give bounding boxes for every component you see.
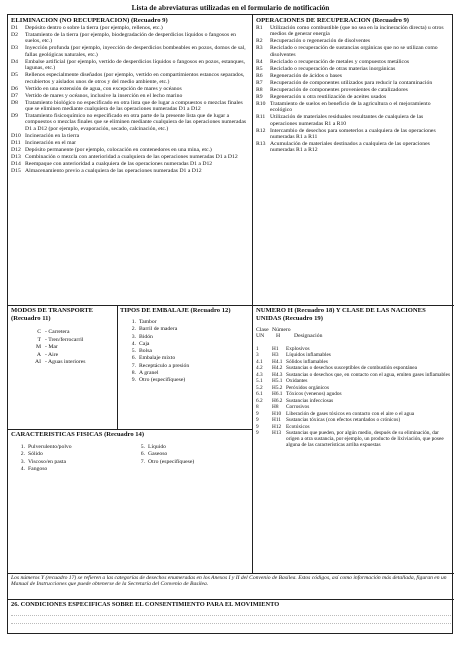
recovery-item — [256, 59, 450, 65]
recovery-item — [256, 38, 450, 44]
elimination-item-text: Incineración en el mar — [25, 139, 77, 146]
recovery-item-text: Reciclado o recuperación de otras materias inorgánicas — [270, 65, 396, 72]
elimination-item-text: Tratamiento fisicoquímico no especificado en otra parte de la presente lista que de lugar a compuestos o mezclas finales que se eliminen mediante cualquiera de las operaciones numeradas D1 a D12 (por ejemplo, evaporación, secado, calcinación, etc.) — [25, 113, 247, 132]
recovery-item-text: Utilización como combustible (que no sea en la incineración directa) u otros medios de generar energía — [270, 25, 444, 38]
transport-item-text: - Mar — [45, 344, 58, 351]
un-item — [256, 352, 450, 358]
transport-item — [11, 359, 115, 367]
un-item — [256, 378, 450, 384]
un-item — [256, 391, 450, 397]
un-item — [256, 346, 450, 352]
packaging-item — [120, 355, 250, 362]
un-item-class: 3 — [256, 352, 259, 359]
un-item — [256, 372, 450, 378]
elimination-item — [11, 86, 249, 92]
physical-item-text: Pulverulento/polvo — [28, 444, 72, 450]
un-item-h: H8 — [272, 404, 279, 411]
un-item-text: Líquidos inflamables — [286, 352, 331, 359]
recovery-item-code: R6 — [256, 72, 263, 79]
elimination-item-code: D1 — [11, 25, 18, 31]
recovery-item — [256, 73, 450, 79]
physical-item-text: Otro (especifíquese) — [148, 458, 195, 465]
un-item-text: Sustancias que pueden, por algún medio, después de su eliminación, dar origen a otra sustancia, por ejemplo, un producto de lixiviación, que posee alguna de las características arriba expuestas — [286, 430, 444, 449]
un-item-h: H4.2 — [272, 365, 283, 372]
elimination-item-text: Depósito permanente (por ejemplo, colocación en contenedores en una mina, etc.) — [25, 146, 212, 153]
recovery-item-text: Reciclado o recuperación de metales y compuestos metálicos — [270, 58, 410, 65]
recovery-item — [256, 114, 450, 127]
packaging-item-text: Caja — [139, 340, 150, 347]
elimination-header: ELIMINACION (NO RECUPERACION) (Recuadro 9) — [11, 17, 168, 24]
un-item — [256, 398, 450, 404]
elimination-item — [11, 32, 249, 45]
elimination-item — [11, 25, 249, 31]
recovery-item-code: R11 — [256, 114, 266, 121]
un-item-text: Liberación de gases tóxicos en contacto con el aire o el agua — [286, 410, 415, 417]
un-item-class: 5.2 — [256, 384, 263, 391]
physical-list-left — [11, 444, 131, 474]
footer-line-2[interactable] — [11, 623, 451, 624]
un-item-class: 9 — [256, 410, 259, 417]
un-item-h: H6.2 — [272, 397, 283, 404]
physical-item-code: 5. — [140, 444, 145, 450]
elimination-item — [11, 113, 249, 132]
elimination-item-code: D9 — [11, 113, 18, 120]
transport-item-code: C — [37, 329, 41, 335]
recovery-item — [256, 101, 450, 114]
un-sub2-label: H — [276, 333, 281, 340]
un-item-class: 6.2 — [256, 397, 263, 404]
packaging-item — [120, 341, 250, 348]
recovery-item — [256, 128, 450, 141]
elimination-item-text: Tratamiento de la tierra (por ejemplo, biodegradación de desperdicios líquidos o fangosos en suelos, etc.) — [25, 32, 236, 45]
elimination-item — [11, 133, 249, 139]
packaging-item-text: A granel — [139, 370, 159, 377]
un-item-text: Corrosivos — [286, 404, 310, 411]
recovery-item-code: R3 — [256, 45, 263, 52]
footer-section — [11, 601, 451, 633]
recovery-item-code: R7 — [256, 79, 263, 86]
packaging-item-code: 1. — [131, 319, 136, 325]
recovery-item — [256, 66, 450, 72]
packaging-item-code: 3. — [131, 333, 136, 340]
mid-divider-left — [117, 305, 118, 429]
elimination-item-text: Incineración en la tierra — [25, 132, 80, 139]
physical-list-right — [131, 444, 249, 474]
transport-section — [11, 307, 115, 427]
packaging-item-code: 9. — [131, 377, 136, 384]
elimination-item — [11, 147, 249, 153]
un-item-h: H10 — [272, 410, 282, 417]
packaging-item — [120, 377, 250, 384]
physical-item — [11, 444, 131, 451]
physical-item-text: Sólido — [28, 451, 43, 458]
recovery-section — [256, 17, 450, 303]
note-rule — [8, 573, 454, 574]
physical-item-text: Viscoso/en pasta — [28, 458, 67, 465]
transport-item — [11, 329, 115, 337]
un-col1-label: Clase — [256, 327, 269, 333]
physical-item-code: 6. — [140, 451, 145, 458]
elimination-item-code: D13 — [11, 153, 21, 160]
packaging-item-code: 6. — [131, 355, 136, 362]
packaging-list — [120, 319, 250, 385]
un-item — [256, 359, 450, 365]
physical-item — [11, 459, 131, 466]
packaging-item-text: Tambor — [139, 319, 157, 325]
packaging-header: TIPOS DE EMBALAJE (Recuadro 12) — [120, 307, 231, 314]
un-item-text: Peróxidos orgánicos — [286, 384, 330, 391]
recovery-item-code: R1 — [256, 25, 263, 31]
un-item-h: H4.3 — [272, 371, 283, 378]
un-item — [256, 404, 450, 410]
un-sub1-label: UN — [256, 333, 265, 340]
un-item-h: H6.1 — [272, 391, 283, 398]
packaging-item-code: 5. — [131, 348, 136, 355]
un-item-h: H4.1 — [272, 358, 283, 365]
recovery-item-text: Recuperación de componentes provenientes de catalizadores — [270, 86, 408, 93]
footer-line-1[interactable] — [11, 615, 451, 616]
recovery-item-code: R4 — [256, 58, 263, 65]
recovery-list — [256, 25, 450, 154]
recovery-item — [256, 80, 450, 86]
un-col2-label: Número — [272, 327, 291, 333]
packaging-item-text: Bidón — [139, 333, 153, 340]
recovery-item-code: R5 — [256, 65, 263, 72]
transport-item — [11, 337, 115, 345]
elimination-item-code: D11 — [11, 139, 21, 146]
elimination-item-code: D14 — [11, 160, 21, 167]
elimination-item — [11, 168, 249, 174]
physical-item-text: Fangoso — [28, 466, 48, 473]
transport-item-code: T — [37, 336, 41, 343]
transport-item-code: AI — [34, 359, 41, 366]
recovery-item-code: R8 — [256, 86, 263, 93]
recovery-item-text: Tratamiento de suelos en beneficio de la agricultura o el mejoramiento ecológico — [270, 100, 431, 114]
recovery-item — [256, 141, 450, 154]
transport-item-text: - Carretera — [45, 329, 70, 335]
recovery-item-code: R13 — [256, 141, 266, 148]
recovery-item-code: R9 — [256, 93, 263, 100]
packaging-item — [120, 319, 250, 326]
recovery-item-text: Regeneración u otra reutilización de aceites usados — [270, 93, 387, 100]
un-item-text: Explosivos — [286, 345, 310, 352]
mid-rule — [8, 305, 454, 306]
mid-divider-right — [252, 305, 253, 573]
recovery-item-text: Reciclado o recuperación de sustancias orgánicas que no se utilizan como disolventes — [270, 45, 438, 58]
un-item-h: H11 — [272, 417, 281, 424]
recovery-item-code: R2 — [256, 38, 263, 45]
un-item-class: 8 — [256, 404, 259, 411]
elimination-item — [11, 93, 249, 99]
un-item-text: Oxidantes — [286, 378, 308, 385]
un-item-class: 4.2 — [256, 365, 263, 372]
elimination-item-code: D15 — [11, 167, 21, 174]
physical-item — [11, 466, 131, 473]
un-item-text: Ecotóxicos — [286, 423, 310, 430]
elimination-item-code: D5 — [11, 72, 18, 79]
packaging-item — [120, 334, 250, 341]
physical-item — [11, 451, 131, 458]
un-item-class: 1 — [256, 345, 259, 352]
recovery-item-text: Acumulación de materiales destinados a cualquiera de las operaciones numeradas R1 a R12 — [270, 141, 430, 154]
elimination-section — [11, 17, 249, 303]
un-section — [256, 307, 450, 571]
packaging-section — [120, 307, 250, 427]
un-item-class: 9 — [256, 430, 259, 437]
elimination-item — [11, 140, 249, 146]
packaging-item-text: Embalaje mixto — [139, 355, 176, 362]
elimination-item — [11, 161, 249, 167]
elimination-item-text: Combinación o mezcla con anterioridad a cualquiera de las operaciones numeradas D1 a D12 — [25, 153, 238, 160]
transport-list — [11, 329, 115, 367]
elimination-item — [11, 100, 249, 113]
physical-item-code: 7. — [140, 458, 145, 465]
elimination-item-code: D12 — [11, 146, 21, 153]
transport-header: MODOS DE TRANSPORTE (Recuadro 11) — [11, 307, 94, 322]
physical-item — [131, 459, 249, 466]
un-item — [256, 365, 450, 371]
un-list — [256, 346, 450, 449]
un-item-class: 5.1 — [256, 378, 263, 385]
recovery-item-text: Regeneración de ácidos o bases — [270, 72, 343, 79]
physical-item-code: 4. — [20, 466, 25, 473]
physical-item-code: 3. — [20, 458, 25, 465]
transport-item — [11, 344, 115, 352]
elimination-item — [11, 59, 249, 72]
elimination-item-code: D7 — [11, 92, 18, 99]
packaging-item-code: 8. — [131, 370, 136, 377]
top-divider — [252, 15, 253, 305]
elimination-item-code: D4 — [11, 58, 18, 65]
recovery-item — [256, 25, 450, 38]
elimination-item-text: Inyección profunda (por ejemplo, inyección de desperdicios bombeables en pozos, domos de sal, fallas geológicas naturales, etc.) — [25, 45, 246, 58]
note-section — [11, 575, 451, 598]
elimination-item-code: D10 — [11, 132, 21, 139]
elimination-item-text: Rellenos especialmente diseñados (por ejemplo, vertido en compartimientos estancos separados, recubiertos y aislados unos de otros y del medio ambiente, etc.) — [25, 72, 245, 85]
recovery-item-text: Recuperación de componentes utilizados para reducir la contaminación — [270, 79, 433, 86]
un-item-class: 9 — [256, 423, 259, 430]
un-item — [256, 417, 450, 423]
packaging-item-text: Bolsa — [139, 348, 152, 355]
footer-rule — [8, 599, 454, 600]
un-item-text: Sustancias infecciosas — [286, 397, 334, 404]
un-item — [256, 424, 450, 430]
un-item-h: H13 — [272, 430, 282, 437]
packaging-item-code: 4. — [131, 340, 136, 347]
elimination-item-text: Vertido de mares y océanos, inclusive la inserción en el lecho marino — [25, 92, 183, 99]
un-item-class: 9 — [256, 417, 259, 424]
recovery-item-text: Utilización de materiales residuales resultantes de cualquiera de las operaciones numeradas R1 a R10 — [270, 114, 424, 127]
elimination-item-text: Vertido en una extensión de agua, con excepción de mares y océanos — [25, 85, 182, 92]
un-item-class: 4.1 — [256, 358, 263, 365]
elimination-item-text: Reempaque con anterioridad a cualquiera de las operaciones numeradas D1 a D12 — [25, 160, 213, 167]
elimination-item-text: Embalse artificial (por ejemplo, vertido de desperdicios líquidos o fangosos en pozos, estanques, lagunas, etc.) — [25, 58, 246, 72]
physical-item-text: Gaseoso — [148, 451, 168, 458]
un-item-text: Tóxicos (venenos) agudos — [286, 391, 342, 398]
packaging-item — [120, 363, 250, 370]
un-item-h: H1 — [272, 345, 279, 352]
elimination-item-code: D3 — [11, 45, 18, 52]
physical-item-code: 1. — [20, 444, 25, 450]
un-sub-header — [256, 333, 450, 339]
elimination-list — [11, 25, 249, 174]
physical-item — [131, 451, 249, 458]
un-item-text: Sustancias o desechos susceptibles de combustión espontánea — [286, 365, 417, 372]
un-item — [256, 385, 450, 391]
packaging-item-text: Otro (especifíquese) — [139, 377, 186, 384]
un-item-h: H5.2 — [272, 384, 283, 391]
recovery-item-code: R12 — [256, 127, 266, 134]
transport-item-text: - Aguas interiores — [45, 359, 86, 366]
packaging-item-text: Barril de madera — [139, 326, 178, 333]
note-text: Los números Y (recuadro 17) se refieren a las categorías de desechos enumeradas en los Anexos I y II del Convenio de Basilea. Estos códigos, así como información más detallada, figuran en un Manual de Instrucciones que puede obtenerse de la Secretaría del Convenio de Basilea. — [11, 575, 447, 588]
un-sub3-label: Designación — [294, 333, 323, 340]
un-item-h: H5.1 — [272, 378, 283, 385]
un-item-h: H3 — [272, 352, 279, 359]
physical-header: CARACTERISTICAS FISICAS (Recuadro 14) — [11, 431, 145, 438]
transport-item-code: A — [36, 351, 41, 358]
un-item-class: 6.1 — [256, 391, 263, 398]
un-item-text: Sustancias o desechos que, en contacto con el agua, emiten gases inflamables — [286, 371, 450, 378]
un-item — [256, 411, 450, 417]
elimination-item — [11, 45, 249, 58]
elimination-item-text: Tratamiento biológico no especificado en otra lista que de lugar a compuestos o mezclas finales que se eliminen mediante cualquiera de las operaciones numeradas D1 a D12 — [25, 99, 243, 113]
packaging-item-code: 2. — [131, 326, 136, 333]
un-item-h: H12 — [272, 423, 282, 430]
packaging-item-code: 7. — [131, 362, 136, 369]
un-header: NUMERO H (Recuadro 18) Y CLASE DE LAS NACIONES UNIDAS (Recuadro 19) — [256, 307, 426, 322]
recovery-item — [256, 87, 450, 93]
physical-item — [131, 444, 249, 451]
phys-rule — [8, 429, 252, 430]
packaging-item-text: Receptáculo a presión — [139, 362, 190, 369]
physical-item-code: 2. — [20, 451, 25, 458]
un-item — [256, 430, 450, 448]
elimination-item-code: D6 — [11, 85, 18, 92]
un-item-text: Sustancias tóxicas (con efectos retardados o crónicos) — [286, 417, 401, 424]
transport-item-text: - Aire — [45, 351, 59, 358]
form-frame — [7, 14, 453, 634]
elimination-item-code: D8 — [11, 99, 18, 106]
elimination-item — [11, 72, 249, 85]
recovery-item-code: R10 — [256, 100, 266, 107]
elimination-item-text: Almacenamiento previo a cualquiera de las operaciones numeradas D1 a D12 — [25, 167, 202, 174]
un-item-class: 4.3 — [256, 371, 263, 378]
recovery-item — [256, 94, 450, 100]
transport-item-text: - Tren/ferrocarril — [45, 336, 84, 343]
physical-item-text: Líquido — [148, 444, 167, 450]
un-item-text: Sólidos inflamables — [286, 358, 328, 365]
elimination-item-text: Depósito dentro o sobre la tierra (por ejemplo, rellenos, etc.) — [25, 25, 163, 31]
elimination-item — [11, 154, 249, 160]
page-title: Lista de abreviaturas utilizadas en el formulario de notificación — [131, 3, 330, 12]
transport-item-code: M — [35, 344, 41, 351]
packaging-item — [120, 326, 250, 333]
recovery-item-text: Intercambio de desechos para someterlos a cualquiera de las operaciones numeradas R1 a R11 — [270, 127, 436, 141]
footer-title: 26. CONDICIONES ESPECIFICAS SOBRE EL CONSENTIMIENTO PARA EL MOVIMIENTO — [11, 601, 280, 608]
packaging-item — [120, 348, 250, 355]
recovery-item — [256, 45, 450, 58]
physical-section — [11, 431, 249, 571]
recovery-item-text: Recuperación o regeneración de disolventes — [270, 38, 371, 45]
transport-item — [11, 352, 115, 360]
recovery-header: OPERACIONES DE RECUPERACION (Recuadro 9) — [256, 17, 410, 24]
elimination-item-code: D2 — [11, 32, 18, 38]
